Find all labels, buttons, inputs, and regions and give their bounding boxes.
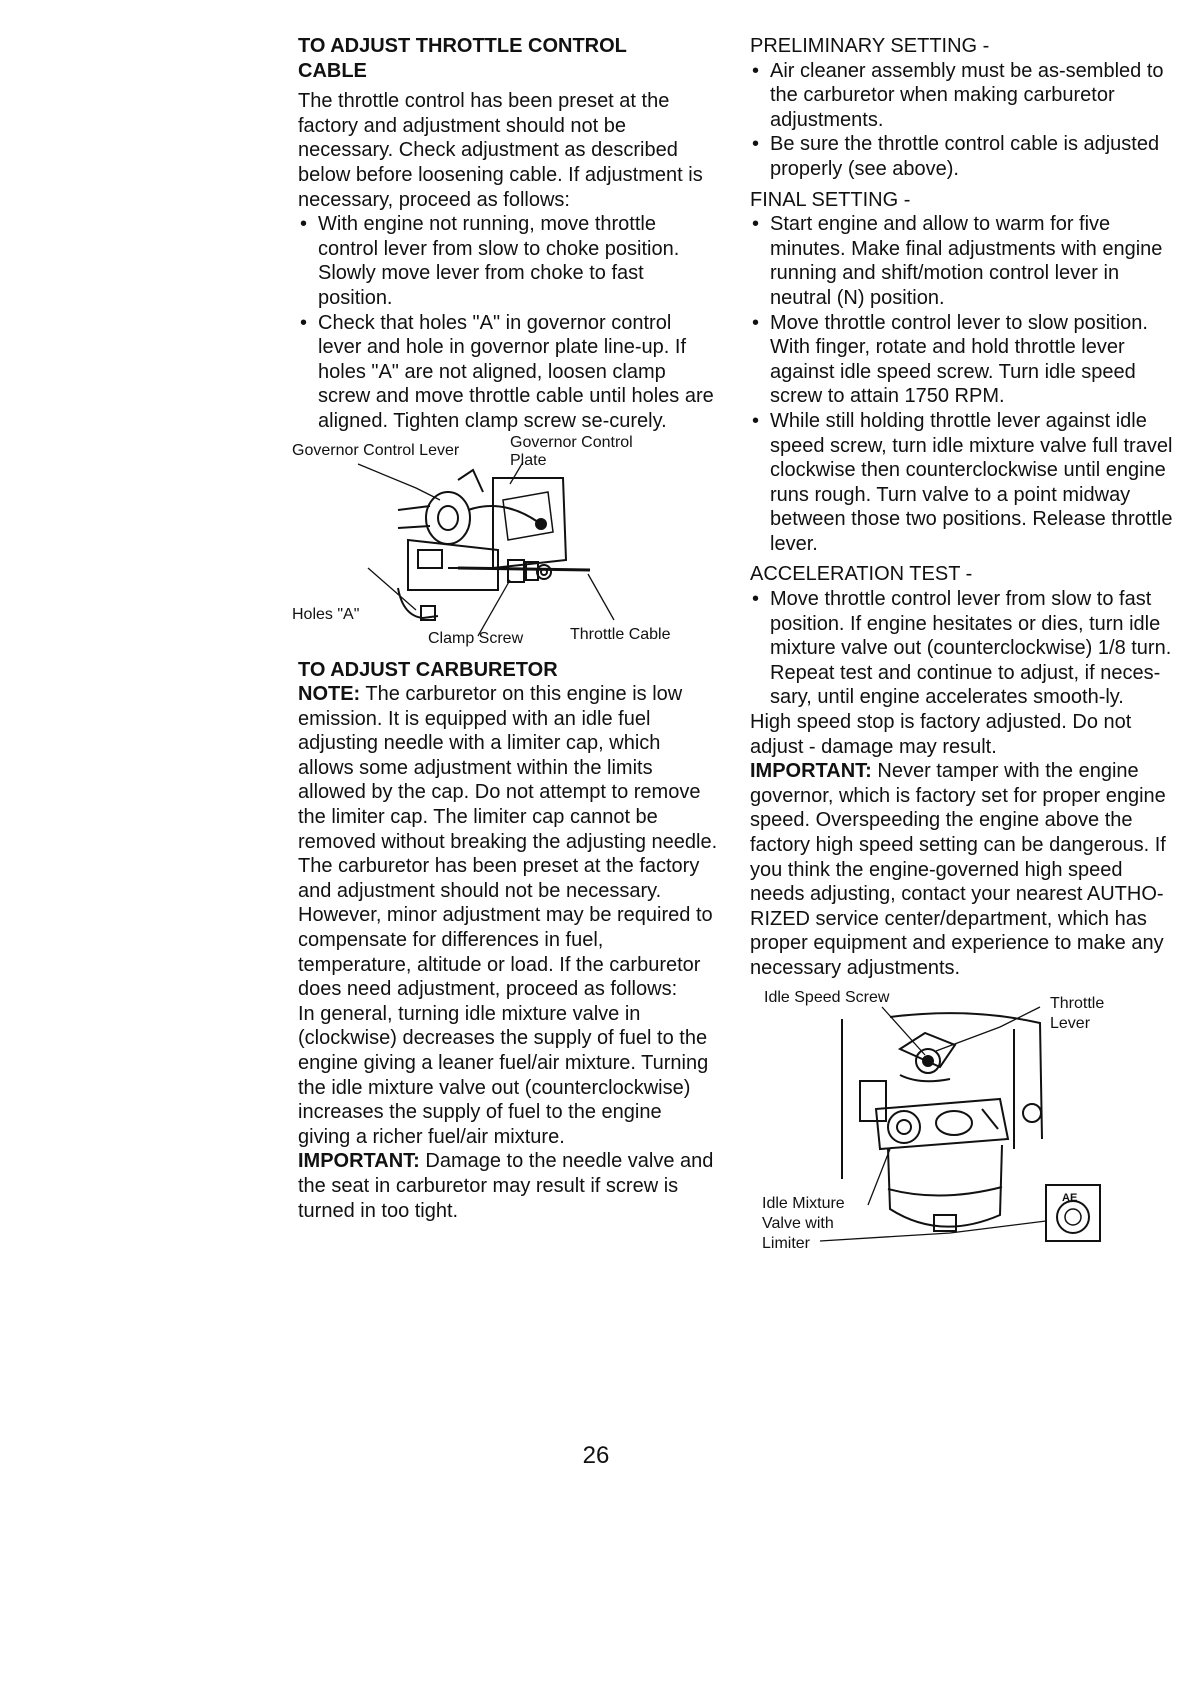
governor-linkage-figure: [292, 433, 718, 650]
list-item: [298, 212, 718, 310]
label-throttle-cable: Throttle Cable: [570, 625, 671, 643]
bullet-icon: •: [752, 409, 760, 432]
note-text: The carburetor on this engine is low emission. It is equipped with an idle fuel adjusting needle with a limiter cap, which allows some adjustment within the limits allowed by the cap. Do not attempt to remove the limiter cap. The limiter cap cannot be removed without breaking the adjusting needle.: [298, 683, 718, 853]
final-setting-heading: FINAL SETTING -: [750, 188, 911, 211]
bullet-icon: •: [300, 213, 308, 236]
important-label: IMPORTANT:: [750, 760, 872, 783]
bullet-icon: •: [752, 588, 760, 611]
preliminary-steps: [750, 59, 1174, 182]
carburetor-heading: TO ADJUST CARBURETOR: [298, 658, 558, 681]
preliminary-step-2: Be sure the throttle control cable is adjusted properly (see above).: [770, 133, 1160, 180]
carburetor-para-2: The carburetor has been preset at the factory and adjustment should not be necessary. However, minor adjustment may be required to compensate for differences in fuel, temperature, altitude or load. If the carburetor does need adjustment, proceed as follows:: [298, 855, 713, 1001]
important-text: Damage to the needle valve and the seat in carburetor may result if screw is turned in too tight.: [298, 1150, 714, 1222]
label-throttle-lever-line2: Lever: [1050, 1014, 1091, 1032]
final-step-3: While still holding throttle lever against idle speed screw, turn idle mixture valve full travel clockwise then counterclockwise until engine runs rough. Turn valve to a point midway between those two positions. Release throttle lever.: [770, 409, 1173, 555]
preliminary-heading: PRELIMINARY SETTING -: [750, 35, 990, 57]
label-idle-mixture-line2: Valve with: [762, 1214, 834, 1232]
important-label: IMPORTANT:: [298, 1150, 420, 1173]
label-idle-mixture-line3: Limiter: [762, 1234, 811, 1252]
note-label: NOTE:: [298, 683, 361, 706]
throttle-step-2: Check that holes "A" in governor control lever and hole in governor plate line-up. If holes "A" are not aligned, loosen clamp screw and move throttle cable until holes are aligned. Tighten clamp screw se-curely.: [318, 311, 714, 432]
bullet-icon: •: [752, 213, 760, 236]
carburetor-para-3: In general, turning idle mixture valve in (clockwise) decreases the supply of fuel to the engine giving a leaner fuel/air mixture. Turning the idle mixture valve out (counterclockwise) increases the supply of fuel to the engine giving a richer fuel/air mixture.: [298, 1002, 709, 1148]
governor-linkage-drawing: [298, 440, 718, 650]
label-clamp-screw: Clamp Screw: [428, 629, 524, 647]
label-governor-control-plate: Governor Control Plate: [510, 433, 633, 469]
label-throttle-lever-line1: Throttle: [1050, 994, 1105, 1012]
page-number: 26: [582, 1442, 610, 1469]
right-column: [750, 34, 1174, 1259]
carburetor-important: [298, 1149, 718, 1223]
bullet-icon: •: [752, 59, 760, 82]
throttle-steps: [298, 212, 718, 433]
list-item: [750, 409, 1174, 557]
list-item: [750, 59, 1174, 133]
carburetor-note: [298, 682, 718, 854]
acceleration-step-1: Move throttle control lever from slow to fast position. If engine hesitates or dies, turn idle mixture valve out (counterclockwise) 1/8 turn. Repeat test and continue to adjust, if neces-sary, until engine accelerates smooth-ly.: [770, 588, 1172, 709]
throttle-heading-line1: TO ADJUST THROTTLE CONTROL: [298, 35, 627, 57]
bullet-icon: •: [300, 311, 308, 334]
list-item: [298, 311, 718, 434]
list-item: [750, 212, 1174, 310]
list-item: [750, 587, 1174, 710]
throttle-heading-line2: CABLE: [298, 59, 367, 82]
acceleration-steps: [750, 587, 1174, 710]
bullet-icon: •: [752, 311, 760, 334]
final-step-1: Start engine and allow to warm for five minutes. Make final adjustments with engine running and shift/motion control lever in neutral (N) position.: [770, 213, 1163, 309]
final-setting-steps: [750, 212, 1174, 556]
left-column: [292, 34, 718, 1223]
label-holes-a: Holes "A": [292, 605, 360, 623]
list-item: [750, 132, 1174, 181]
ae-logo-text: AE: [1062, 1191, 1078, 1204]
governor-important: [750, 759, 1174, 980]
carburetor-figure: [750, 989, 1174, 1259]
preliminary-step-1: Air cleaner assembly must be as-sembled to the carburetor when making carburetor adjustments.: [770, 59, 1164, 131]
bullet-icon: •: [752, 133, 760, 156]
list-item: [750, 311, 1174, 409]
final-step-2: Move throttle control lever to slow position. With finger, rotate and hold throttle lever against idle speed screw. Turn idle speed screw to attain 1750 RPM.: [770, 311, 1148, 408]
label-governor-control-lever: Governor Control Lever: [292, 441, 460, 459]
label-idle-speed-screw: Idle Speed Screw: [764, 988, 890, 1006]
throttle-step-1: With engine not running, move throttle control lever from slow to choke position. Slowly move lever from choke to fast position.: [318, 213, 680, 309]
high-speed-stop-note: High speed stop is factory adjusted. Do not adjust - damage may result.: [750, 711, 1132, 758]
throttle-intro: The throttle control has been preset at the factory and adjustment should not be necessary. Check adjustment as described below before loosening cable. If adjustment is necessary, proceed as follows:: [298, 90, 703, 211]
acceleration-heading: ACCELERATION TEST -: [750, 563, 973, 586]
important-text: Never tamper with the engine governor, which is factory set for proper engine speed. Overspeeding the engine above the factory high speed setting can be dangerous. If you think the engine-governed high speed needs adjusting, contact your nearest AUTHO-RIZED service center/department, which has proper equipment and experience to make any necessary adjustments.: [750, 760, 1166, 979]
throttle-heading: [298, 34, 718, 83]
label-idle-mixture-line1: Idle Mixture: [762, 1194, 845, 1212]
